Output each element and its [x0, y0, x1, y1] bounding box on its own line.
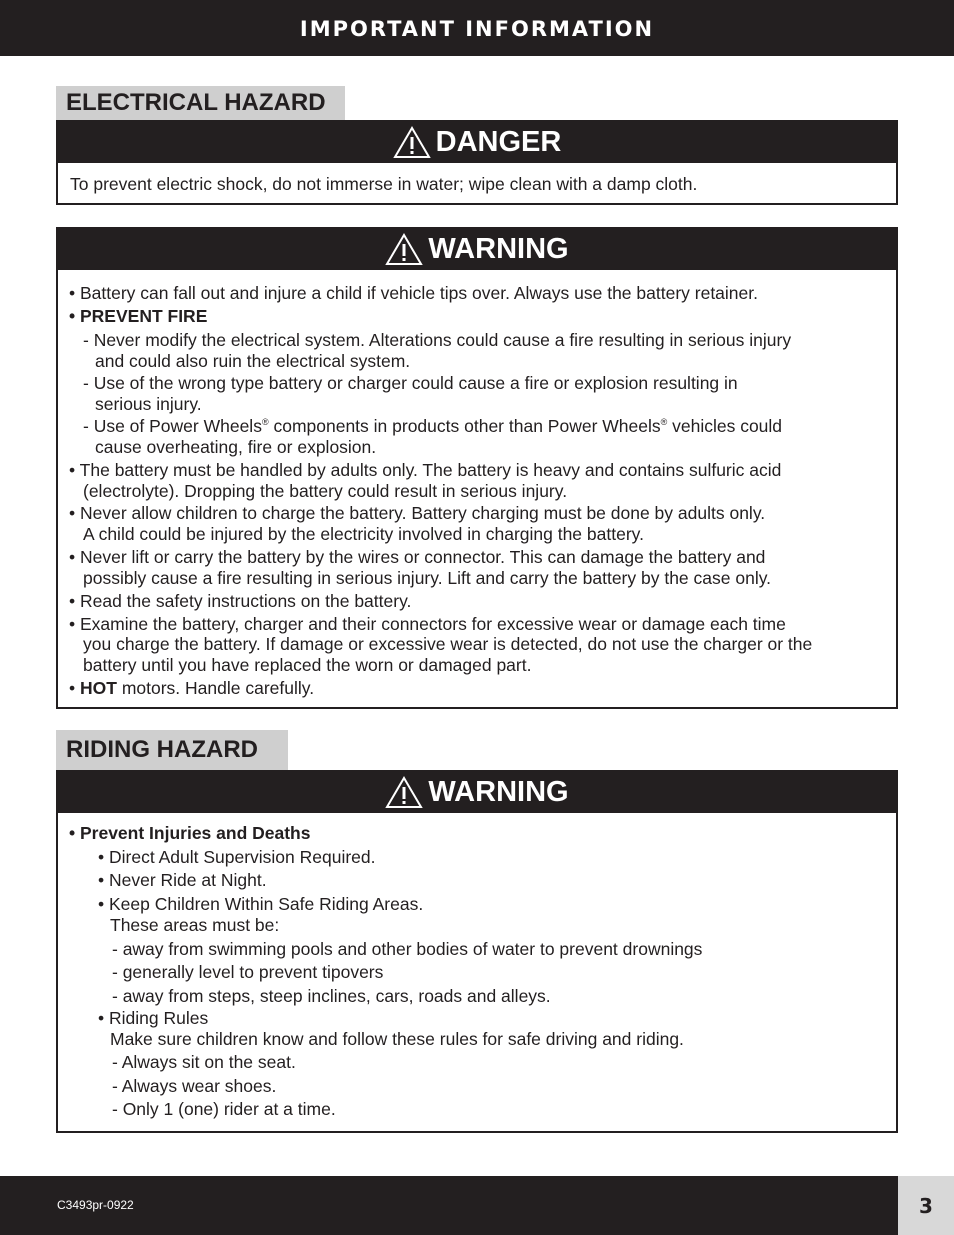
list-item: - Never modify the electrical system. Alterations could cause a fire resulting in serious injury: [83, 330, 792, 350]
danger-box: [56, 120, 898, 205]
list-item: [69, 678, 896, 699]
list-item-text: - Use of Power Wheels: [83, 416, 262, 436]
list-item: you charge the battery. If damage or excessive wear is detected, do not use the charger or the: [83, 634, 813, 654]
warning-triangle-icon: [393, 126, 431, 159]
list-item: • Examine the battery, charger and their connectors for excessive wear or damage each time: [69, 613, 786, 634]
riding-warning-header: [58, 772, 896, 813]
electrical-warning-title: WARNING: [428, 233, 569, 265]
list-item: - away from swimming pools and other bodies of water to prevent drownings: [112, 938, 703, 959]
page-header-title: IMPORTANT INFORMATION: [299, 17, 655, 41]
warning-triangle-icon: [385, 233, 423, 266]
warning-triangle-icon: [385, 776, 423, 809]
list-item: • Read the safety instructions on the battery.: [69, 591, 412, 611]
riding-warning-title: WARNING: [428, 776, 569, 808]
danger-text: To prevent electric shock, do not immerse in water; wipe clean with a damp cloth.: [70, 174, 698, 194]
list-item: • Never lift or carry the battery by the wires or connector. This can damage the battery and: [69, 547, 766, 567]
electrical-warning-body: [58, 270, 896, 699]
electrical-warning-box: [56, 227, 898, 709]
danger-title: DANGER: [435, 126, 562, 158]
electrical-hazard-tab: [56, 86, 345, 120]
list-item-text: motors. Handle carefully.: [116, 678, 315, 698]
registered-mark: ®: [660, 417, 668, 427]
list-item: A child could be injured by the electricity involved in charging the battery.: [83, 523, 644, 544]
list-item: - Use of the wrong type battery or charger could cause a fire or explosion resulting in: [83, 373, 738, 393]
list-item: • PREVENT FIRE: [69, 305, 208, 326]
list-item: [69, 416, 896, 437]
list-item-text: components in products other than Power Wheels: [268, 416, 661, 436]
list-item: These areas must be:: [110, 915, 280, 935]
document-code: C3493pr-0922: [57, 1198, 134, 1212]
list-item: • Never allow children to charge the battery. Battery charging must be done by adults only.: [69, 503, 766, 523]
list-item: • Prevent Injuries and Deaths: [69, 823, 311, 843]
list-item: Make sure children know and follow these rules for safe driving and riding.: [110, 1028, 684, 1049]
riding-hazard-title: RIDING HAZARD: [66, 736, 258, 763]
riding-hazard-tab: [56, 730, 288, 770]
danger-header: [58, 122, 896, 163]
list-item: possibly cause a fire resulting in serious injury. Lift and carry the battery by the case only.: [83, 567, 772, 588]
list-item: • Battery can fall out and injure a child if vehicle tips over. Always use the battery retainer.: [69, 283, 758, 303]
list-item: and could also ruin the electrical system.: [95, 350, 411, 371]
riding-warning-body: [58, 813, 896, 1120]
list-item: - Only 1 (one) rider at a time.: [112, 1099, 336, 1119]
electrical-hazard-title: ELECTRICAL HAZARD: [66, 89, 326, 116]
list-item: - Always sit on the seat.: [112, 1052, 296, 1072]
registered-mark: ®: [261, 417, 269, 427]
page-number: 3: [919, 1193, 933, 1218]
list-item: - Always wear shoes.: [112, 1075, 277, 1096]
list-item: • Direct Adult Supervision Required.: [98, 846, 376, 867]
list-item: - generally level to prevent tipovers: [112, 962, 384, 982]
list-item: cause overheating, fire or explosion.: [95, 436, 377, 457]
list-item: • Never Ride at Night.: [98, 870, 267, 890]
electrical-warning-header: [58, 229, 896, 270]
page-number-box: [898, 1176, 954, 1235]
list-item-bullet: •: [69, 678, 80, 698]
list-item: battery until you have replaced the worn or damaged part.: [83, 654, 532, 675]
danger-body: [58, 163, 896, 195]
list-item: (electrolyte). Dropping the battery could result in serious injury.: [83, 480, 568, 501]
list-item: • The battery must be handled by adults only. The battery is heavy and contains sulfuric acid: [69, 460, 782, 480]
hot-label: HOT: [80, 678, 117, 698]
list-item: serious injury.: [95, 393, 202, 414]
list-item: • Riding Rules: [98, 1008, 209, 1028]
footer-bar: [0, 1176, 954, 1235]
list-item: • Keep Children Within Safe Riding Areas.: [98, 893, 424, 914]
header-bar: [0, 0, 954, 56]
list-item-text: vehicles could: [667, 416, 783, 436]
list-item: - away from steps, steep inclines, cars, roads and alleys.: [112, 985, 551, 1006]
riding-warning-box: [56, 770, 898, 1133]
